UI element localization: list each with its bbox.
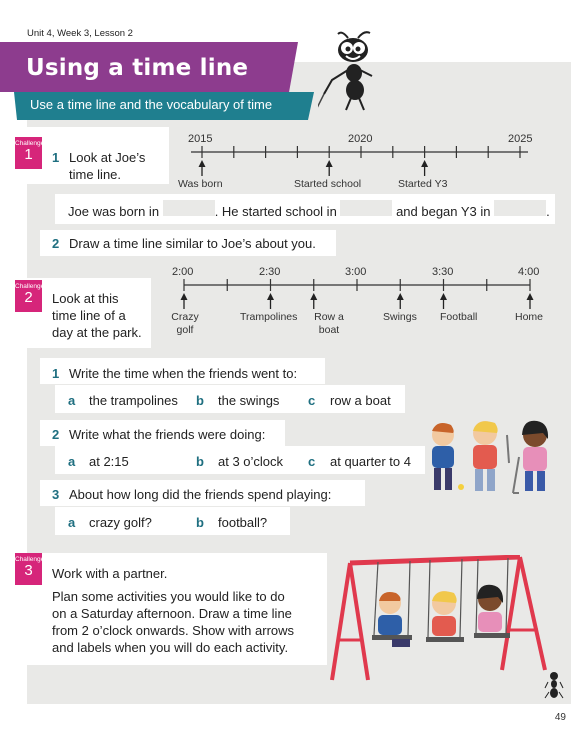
event-arrow-head: [421, 160, 428, 167]
option-text: at 3 o’clock: [218, 454, 284, 469]
challenge1-q1-text: Look at Joe’s time line.: [69, 150, 146, 182]
c2-q2-text: Write what the friends were doing:: [69, 427, 266, 442]
challenge1-q1: 1: [52, 150, 60, 165]
time-tick-label: 2:00: [172, 266, 194, 278]
year-tick-label: 2020: [348, 133, 373, 145]
unit-label: Unit 4, Week 3, Lesson 2: [27, 28, 133, 39]
event-label: Trampolines: [240, 311, 298, 323]
event-arrow-head: [326, 160, 333, 167]
challenge-2-badge: Challenge 2: [15, 280, 42, 312]
event-label: Started school: [294, 178, 362, 190]
option-text: football?: [218, 515, 268, 530]
page-number: 49: [554, 712, 566, 723]
option-text: row a boat: [330, 393, 391, 408]
event-label: Row a boat: [314, 311, 344, 336]
event-arrow-head: [440, 293, 447, 300]
option-text: at 2:15: [89, 454, 129, 469]
answer-blank[interactable]: [163, 200, 215, 216]
option-b: b: [196, 454, 204, 469]
event-label: Crazy golf: [171, 311, 199, 336]
c2-q1-text: Write the time when the friends went to:: [69, 366, 298, 381]
challenge1-q2: 2: [52, 236, 60, 251]
time-tick-label: 3:00: [345, 266, 367, 278]
event-arrow-head: [310, 293, 317, 300]
challenge3-heading: Work with a partner.: [52, 566, 168, 581]
event-arrow-head: [181, 293, 188, 300]
event-arrow-head: [527, 293, 534, 300]
ant-corner-icon: [544, 670, 564, 700]
event-arrow-head: [397, 293, 404, 300]
joe-sentence: Joe was born in . He started school in and began Y3 in .: [68, 200, 550, 220]
option-text: the trampolines: [89, 393, 178, 408]
year-tick-label: 2015: [188, 133, 213, 145]
swings-illustration: [330, 555, 552, 685]
time-tick-label: 4:00: [518, 266, 540, 278]
option-b: b: [196, 515, 204, 530]
challenge1-q2-text: Draw a time line similar to Joe’s about you.: [69, 236, 316, 251]
event-label: Was born: [178, 178, 223, 190]
page-subtitle: Use a time line and the vocabulary of time: [30, 97, 273, 112]
option-c: c: [308, 393, 316, 408]
option-a: a: [68, 393, 76, 408]
event-arrow-head: [199, 160, 206, 167]
ant-mascot-icon: [318, 30, 388, 112]
option-text: at quarter to 4: [330, 454, 411, 469]
challenge-3-badge: Challenge 3: [15, 553, 42, 585]
option-a: a: [68, 454, 76, 469]
challenge-1-badge: Challenge 1: [15, 137, 42, 169]
children-golf-illustration: [425, 415, 560, 500]
option-text: the swings: [218, 393, 280, 408]
c2-q1-heading: 1: [52, 366, 60, 381]
time-tick-label: 3:30: [432, 266, 454, 278]
event-arrow-head: [267, 293, 274, 300]
year-tick-label: 2025: [508, 133, 533, 145]
event-label: Football: [440, 311, 478, 323]
c2-q3-heading: 3: [52, 487, 60, 502]
time-tick-label: 2:30: [259, 266, 281, 278]
option-c: c: [308, 454, 316, 469]
option-b: b: [196, 393, 204, 408]
answer-blank[interactable]: [494, 200, 546, 216]
challenge2-intro: Look at this time line of a day at the park.: [52, 291, 142, 340]
c2-q2-heading: 2: [52, 427, 60, 442]
page-title: Using a time line: [26, 55, 249, 81]
event-label: Swings: [383, 311, 417, 323]
challenge3-instructions: Plan some activities you would like to do on a Saturday afternoon. Draw a time line from 2 o’clock onwards. Show with arrows and labels when you will do each activity.: [52, 589, 295, 655]
option-text: crazy golf?: [89, 515, 152, 530]
answer-blank[interactable]: [340, 200, 392, 216]
option-a: a: [68, 515, 76, 530]
event-label: Started Y3: [398, 178, 448, 190]
event-label: Home: [515, 311, 544, 323]
c2-q3-text: About how long did the friends spend playing:: [69, 487, 332, 502]
